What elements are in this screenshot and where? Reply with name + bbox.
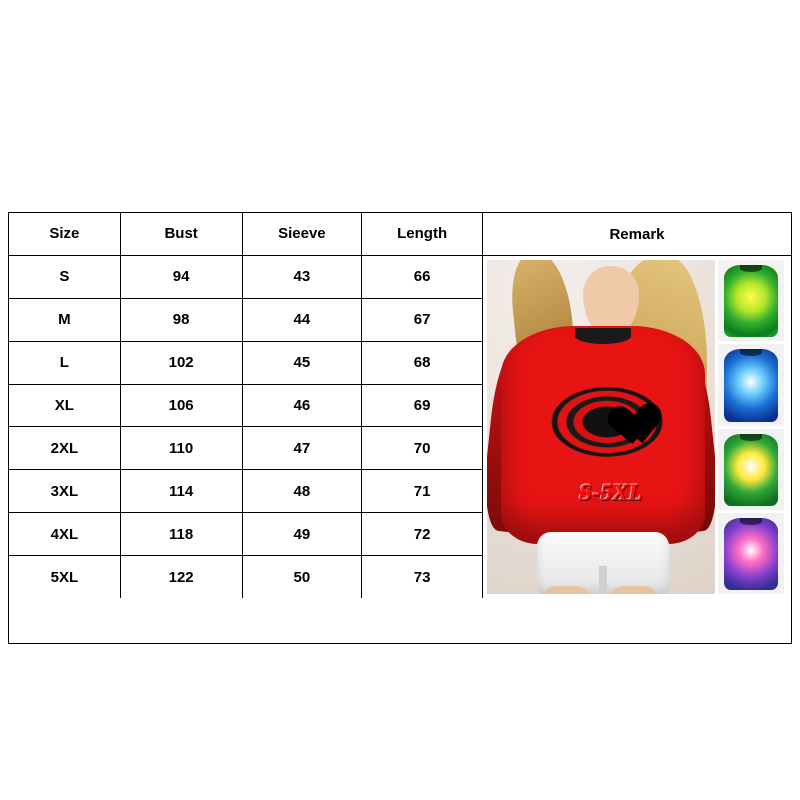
pink-purple-tie-dye-swatch[interactable] (718, 513, 784, 594)
cell-sleeve: 47 (243, 427, 363, 469)
heart-graphic-icon (597, 388, 647, 435)
cell-length: 70 (413, 439, 431, 457)
table-row (9, 427, 482, 470)
cell-length: 69 (413, 397, 431, 414)
swatch-shirt-shape (724, 518, 778, 590)
table-header-row (9, 213, 482, 256)
size-chart-table (8, 212, 792, 644)
cell-sleeve: 49 (243, 513, 363, 555)
green-tie-dye-swatch[interactable] (718, 260, 784, 341)
cell-size: 3XL (9, 470, 121, 512)
cell-length: 68 (413, 354, 431, 372)
cell-size: L (9, 342, 121, 384)
cell-sleeve: 44 (243, 299, 363, 341)
cell-sleeve: 45 (243, 342, 363, 384)
red-tie-dye-shirt (501, 326, 705, 544)
chart-body (9, 213, 791, 598)
swatch-shirt-shape (724, 349, 778, 421)
cell-length: 72 (413, 525, 431, 543)
cell-length: 67 (413, 311, 431, 329)
cell-bust: 102 (121, 342, 243, 384)
cell-size: 5XL (9, 556, 121, 598)
cell-length: 71 (413, 482, 431, 500)
table-row (9, 342, 482, 385)
cell-bust: 94 (121, 256, 243, 298)
cell-size: 4XL (9, 513, 121, 555)
column-header-bust: Bust (121, 213, 243, 255)
table-row (9, 470, 482, 513)
cell-sleeve: 48 (243, 470, 363, 512)
cell-length: 73 (413, 568, 431, 586)
cell-size: S (9, 256, 121, 298)
cell-bust: 118 (121, 513, 243, 555)
swatch-shirt-shape (724, 434, 778, 506)
cell-bust: 98 (121, 299, 243, 341)
model-leg-right (611, 586, 657, 594)
column-header-remark: Remark (483, 213, 791, 256)
yellow-green-tie-dye-swatch[interactable] (718, 429, 784, 510)
cell-size: M (9, 299, 121, 341)
remark-column (483, 213, 791, 598)
cell-bust: 122 (121, 556, 243, 598)
cell-bust: 114 (121, 470, 243, 512)
cell-size: XL (9, 385, 121, 427)
table-row (9, 256, 482, 299)
cell-bust: 110 (121, 427, 243, 469)
table-row (9, 299, 482, 342)
cell-size: 2XL (9, 427, 121, 469)
model-leg-left (543, 586, 589, 594)
column-header-size: Size (9, 213, 121, 255)
color-swatch-strip (718, 260, 784, 594)
white-denim-shorts (537, 532, 669, 594)
cell-length: 66 (413, 268, 431, 286)
column-header-length: Length (397, 225, 448, 243)
remark-content (483, 256, 791, 598)
product-photo (487, 260, 715, 594)
table-row (9, 385, 482, 428)
swatch-shirt-shape (724, 265, 778, 337)
cell-sleeve: 43 (243, 256, 363, 298)
table-row (9, 556, 482, 598)
cell-sleeve: 46 (243, 385, 363, 427)
size-range-label: S-5XL (579, 480, 643, 505)
cell-bust: 106 (121, 385, 243, 427)
table-row (9, 513, 482, 556)
blue-tie-dye-swatch[interactable] (718, 344, 784, 425)
cell-sleeve: 50 (243, 556, 363, 598)
measurements-table (9, 213, 483, 598)
column-header-sleeve: Sieeve (243, 213, 363, 255)
